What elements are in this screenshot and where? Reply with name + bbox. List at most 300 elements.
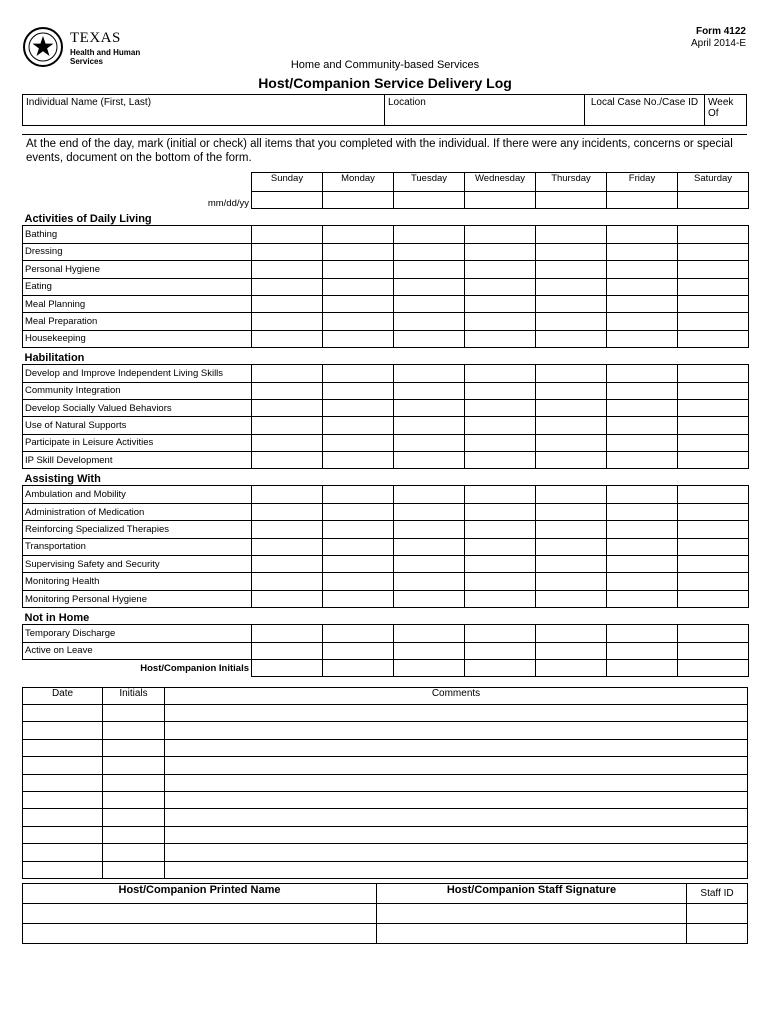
- activity-check-cell[interactable]: [465, 556, 536, 573]
- week-of-label: Week Of: [708, 97, 734, 119]
- initials-cell[interactable]: [323, 659, 394, 676]
- activity-check-cell[interactable]: [607, 625, 678, 642]
- comment-initials-cell[interactable]: [103, 861, 165, 878]
- activity-row: [23, 538, 749, 555]
- activity-row: [23, 590, 749, 607]
- printed-name-cell[interactable]: [23, 924, 377, 944]
- activity-check-cell[interactable]: [252, 382, 323, 399]
- activity-check-cell[interactable]: [394, 556, 465, 573]
- comment-date-cell[interactable]: [23, 705, 103, 722]
- date-cell[interactable]: [678, 192, 749, 209]
- activity-check-cell[interactable]: [536, 365, 607, 382]
- activity-check-cell[interactable]: [394, 330, 465, 347]
- date-cell[interactable]: [252, 192, 323, 209]
- activity-check-cell[interactable]: [678, 261, 749, 278]
- activity-check-cell[interactable]: [252, 625, 323, 642]
- activity-check-cell[interactable]: [323, 521, 394, 538]
- activity-check-cell[interactable]: [323, 399, 394, 416]
- section-title: Habilitation: [24, 352, 85, 365]
- activity-label: Participate in Leisure Activities: [23, 434, 252, 451]
- activity-check-cell[interactable]: [536, 538, 607, 555]
- activity-check-cell[interactable]: [678, 226, 749, 243]
- activity-check-cell[interactable]: [394, 382, 465, 399]
- day-header-saturday: Saturday: [678, 173, 749, 192]
- activity-row: [23, 295, 749, 312]
- comments-date-header: Date: [23, 688, 103, 705]
- individual-name-label: Individual Name (First, Last): [26, 97, 152, 108]
- activity-check-cell[interactable]: [252, 556, 323, 573]
- date-cell[interactable]: [323, 192, 394, 209]
- initials-cell[interactable]: [252, 659, 323, 676]
- activity-label: Supervising Safety and Security: [23, 556, 252, 573]
- comment-text-cell[interactable]: [165, 739, 748, 756]
- activity-label: Transportation: [23, 538, 252, 555]
- week-of-field[interactable]: [705, 95, 746, 125]
- activity-check-cell[interactable]: [394, 486, 465, 503]
- initials-cell[interactable]: [465, 659, 536, 676]
- date-cell[interactable]: [465, 192, 536, 209]
- activity-check-cell[interactable]: [323, 278, 394, 295]
- activity-check-cell[interactable]: [536, 434, 607, 451]
- comment-date-cell[interactable]: [23, 774, 103, 791]
- activity-check-cell[interactable]: [252, 452, 323, 469]
- activity-check-cell[interactable]: [607, 538, 678, 555]
- activity-check-cell[interactable]: [678, 399, 749, 416]
- activity-check-cell[interactable]: [394, 295, 465, 312]
- comment-date-cell[interactable]: [23, 826, 103, 843]
- activity-check-cell[interactable]: [323, 452, 394, 469]
- signature-row: [23, 924, 748, 944]
- activity-check-cell[interactable]: [252, 261, 323, 278]
- activity-check-cell[interactable]: [536, 243, 607, 260]
- activity-check-cell[interactable]: [323, 365, 394, 382]
- activity-check-cell[interactable]: [607, 503, 678, 520]
- activity-row: [23, 521, 749, 538]
- activity-check-cell[interactable]: [394, 365, 465, 382]
- activity-check-cell[interactable]: [394, 573, 465, 590]
- activity-check-cell[interactable]: [536, 642, 607, 659]
- comment-text-cell[interactable]: [165, 757, 748, 774]
- comment-text-cell[interactable]: [165, 809, 748, 826]
- activity-label: Personal Hygiene: [23, 261, 252, 278]
- activity-check-cell[interactable]: [678, 642, 749, 659]
- activity-check-cell[interactable]: [323, 573, 394, 590]
- activity-check-cell[interactable]: [536, 452, 607, 469]
- activity-check-cell[interactable]: [252, 434, 323, 451]
- activity-row: [23, 452, 749, 469]
- activity-check-cell[interactable]: [536, 625, 607, 642]
- form-date: April 2014-E: [690, 38, 746, 49]
- individual-name-field[interactable]: [23, 95, 385, 125]
- activity-check-cell[interactable]: [252, 486, 323, 503]
- day-header-tuesday: Tuesday: [394, 173, 465, 192]
- activity-check-cell[interactable]: [394, 399, 465, 416]
- date-format-label: mm/dd/yy: [23, 192, 252, 209]
- activity-check-cell[interactable]: [678, 434, 749, 451]
- comments-table: [22, 687, 748, 879]
- activity-check-cell[interactable]: [678, 625, 749, 642]
- activity-check-cell[interactable]: [323, 503, 394, 520]
- activity-check-cell[interactable]: [607, 295, 678, 312]
- section-row: [23, 469, 749, 486]
- activity-check-cell[interactable]: [536, 278, 607, 295]
- activity-row: [23, 226, 749, 243]
- activity-check-cell[interactable]: [465, 538, 536, 555]
- comment-row: [23, 739, 748, 756]
- activity-check-cell[interactable]: [678, 278, 749, 295]
- day-header-thursday: Thursday: [536, 173, 607, 192]
- case-id-label: Local Case No./Case ID: [590, 97, 699, 108]
- comments-header-row: [23, 688, 748, 705]
- comment-initials-cell[interactable]: [103, 757, 165, 774]
- activity-check-cell[interactable]: [394, 434, 465, 451]
- comment-date-cell[interactable]: [23, 844, 103, 861]
- activity-check-cell[interactable]: [465, 573, 536, 590]
- activity-check-cell[interactable]: [394, 625, 465, 642]
- activity-check-cell[interactable]: [394, 243, 465, 260]
- activity-check-cell[interactable]: [394, 417, 465, 434]
- activity-check-cell[interactable]: [465, 226, 536, 243]
- activity-check-cell[interactable]: [607, 382, 678, 399]
- activity-check-cell[interactable]: [465, 261, 536, 278]
- section-title: Activities of Daily Living: [24, 213, 152, 226]
- logo-agency-text: Health and Human Services: [70, 48, 141, 66]
- activity-check-cell[interactable]: [607, 434, 678, 451]
- section-row: [23, 608, 749, 625]
- activity-check-cell[interactable]: [678, 382, 749, 399]
- initials-cell[interactable]: [536, 659, 607, 676]
- activity-check-cell[interactable]: [465, 330, 536, 347]
- activity-check-cell[interactable]: [536, 295, 607, 312]
- activity-check-cell[interactable]: [323, 417, 394, 434]
- activity-check-cell[interactable]: [394, 261, 465, 278]
- activity-check-cell[interactable]: [536, 399, 607, 416]
- activity-check-cell[interactable]: [323, 313, 394, 330]
- staff-id-cell[interactable]: [687, 924, 748, 944]
- comment-initials-cell[interactable]: [103, 809, 165, 826]
- activity-label: Eating: [23, 278, 252, 295]
- activity-row: [23, 486, 749, 503]
- activity-check-cell[interactable]: [323, 625, 394, 642]
- activity-check-cell[interactable]: [607, 399, 678, 416]
- activity-row: [23, 382, 749, 399]
- printed-name-header: Host/Companion Printed Name: [23, 884, 377, 904]
- activity-row: [23, 399, 749, 416]
- activity-check-cell[interactable]: [465, 590, 536, 607]
- comment-initials-cell[interactable]: [103, 791, 165, 808]
- signature-cell[interactable]: [377, 924, 687, 944]
- activity-check-cell[interactable]: [465, 642, 536, 659]
- activity-label: Housekeeping: [23, 330, 252, 347]
- activity-check-cell[interactable]: [678, 538, 749, 555]
- comment-date-cell[interactable]: [23, 861, 103, 878]
- activity-check-cell[interactable]: [536, 382, 607, 399]
- section-title: Not in Home: [24, 612, 90, 625]
- activity-check-cell[interactable]: [607, 313, 678, 330]
- activity-check-cell[interactable]: [536, 486, 607, 503]
- initials-row: [23, 659, 749, 676]
- date-cell[interactable]: [394, 192, 465, 209]
- activity-check-cell[interactable]: [394, 226, 465, 243]
- activity-row: [23, 625, 749, 642]
- activity-check-cell[interactable]: [394, 313, 465, 330]
- activity-check-cell[interactable]: [607, 243, 678, 260]
- signature-header-row: [23, 884, 748, 904]
- activity-check-cell[interactable]: [465, 295, 536, 312]
- activity-check-cell[interactable]: [465, 382, 536, 399]
- activity-check-cell[interactable]: [252, 590, 323, 607]
- activity-check-cell[interactable]: [323, 226, 394, 243]
- comment-initials-cell[interactable]: [103, 722, 165, 739]
- section-row: [23, 209, 749, 226]
- activity-check-cell[interactable]: [607, 417, 678, 434]
- activity-check-cell[interactable]: [678, 556, 749, 573]
- activity-check-cell[interactable]: [323, 434, 394, 451]
- activity-row: [23, 243, 749, 260]
- activity-check-cell[interactable]: [607, 452, 678, 469]
- activity-check-cell[interactable]: [607, 642, 678, 659]
- initials-cell[interactable]: [678, 659, 749, 676]
- comment-date-cell[interactable]: [23, 739, 103, 756]
- activity-check-cell[interactable]: [607, 278, 678, 295]
- activity-label: Reinforcing Specialized Therapies: [23, 521, 252, 538]
- signature-cell[interactable]: [377, 904, 687, 924]
- activity-check-cell[interactable]: [323, 382, 394, 399]
- comment-row: [23, 791, 748, 808]
- comment-row: [23, 826, 748, 843]
- comment-text-cell[interactable]: [165, 774, 748, 791]
- activity-check-cell[interactable]: [323, 330, 394, 347]
- activity-check-cell[interactable]: [678, 573, 749, 590]
- activity-check-cell[interactable]: [678, 365, 749, 382]
- activity-check-cell[interactable]: [394, 521, 465, 538]
- comment-initials-cell[interactable]: [103, 739, 165, 756]
- location-label: Location: [388, 97, 426, 108]
- activity-check-cell[interactable]: [607, 261, 678, 278]
- comment-date-cell[interactable]: [23, 809, 103, 826]
- comment-row: [23, 705, 748, 722]
- date-cell[interactable]: [536, 192, 607, 209]
- activity-check-cell[interactable]: [323, 642, 394, 659]
- activity-check-cell[interactable]: [607, 365, 678, 382]
- activity-check-cell[interactable]: [607, 226, 678, 243]
- date-row: [23, 192, 749, 209]
- info-fields-box: [22, 94, 747, 126]
- activity-row: [23, 573, 749, 590]
- activity-check-cell[interactable]: [252, 365, 323, 382]
- activity-check-cell[interactable]: [252, 243, 323, 260]
- day-header-sunday: Sunday: [252, 173, 323, 192]
- logo-texas-text: TEXAS: [70, 30, 121, 46]
- initials-cell[interactable]: [394, 659, 465, 676]
- activity-check-cell[interactable]: [607, 486, 678, 503]
- activity-check-cell[interactable]: [536, 556, 607, 573]
- case-id-field[interactable]: [585, 95, 705, 125]
- activity-check-cell[interactable]: [252, 278, 323, 295]
- activity-check-cell[interactable]: [323, 243, 394, 260]
- activity-check-cell[interactable]: [394, 278, 465, 295]
- activity-check-cell[interactable]: [678, 452, 749, 469]
- activity-check-cell[interactable]: [678, 417, 749, 434]
- activity-check-cell[interactable]: [394, 538, 465, 555]
- activity-check-cell[interactable]: [323, 590, 394, 607]
- activity-check-cell[interactable]: [678, 590, 749, 607]
- activity-check-cell[interactable]: [465, 313, 536, 330]
- activity-label: Active on Leave: [23, 642, 252, 659]
- activity-check-cell[interactable]: [252, 521, 323, 538]
- activity-check-cell[interactable]: [536, 503, 607, 520]
- activity-check-cell[interactable]: [536, 261, 607, 278]
- comments-text-header: Comments: [165, 688, 748, 705]
- activity-check-cell[interactable]: [536, 313, 607, 330]
- printed-name-cell[interactable]: [23, 904, 377, 924]
- comment-row: [23, 844, 748, 861]
- activity-row: [23, 503, 749, 520]
- activity-check-cell[interactable]: [536, 330, 607, 347]
- activity-label: Monitoring Health: [23, 573, 252, 590]
- instructions: At the end of the day, mark (initial or check) all items that you completed with the individual. If there were any incidents, concerns or special events, document on the bottom of the form.: [22, 134, 747, 170]
- activity-check-cell[interactable]: [323, 486, 394, 503]
- initials-label: Host/Companion Initials: [23, 659, 252, 676]
- activity-label: Dressing: [23, 243, 252, 260]
- activity-check-cell[interactable]: [394, 452, 465, 469]
- activity-check-cell[interactable]: [394, 642, 465, 659]
- activity-label: Bathing: [23, 226, 252, 243]
- activity-row: [23, 313, 749, 330]
- comment-date-cell[interactable]: [23, 757, 103, 774]
- activity-check-cell[interactable]: [678, 313, 749, 330]
- activity-row: [23, 365, 749, 382]
- initials-cell[interactable]: [607, 659, 678, 676]
- activity-label: Meal Planning: [23, 295, 252, 312]
- activity-check-cell[interactable]: [465, 278, 536, 295]
- activity-check-cell[interactable]: [536, 417, 607, 434]
- activity-check-cell[interactable]: [465, 417, 536, 434]
- activity-label: IP Skill Development: [23, 452, 252, 469]
- comments-initials-header: Initials: [103, 688, 165, 705]
- activity-check-cell[interactable]: [465, 625, 536, 642]
- activity-check-cell[interactable]: [607, 556, 678, 573]
- activity-check-cell[interactable]: [536, 226, 607, 243]
- staff-id-cell[interactable]: [687, 904, 748, 924]
- staff-signature-header: Host/Companion Staff Signature: [377, 884, 687, 904]
- activity-check-cell[interactable]: [252, 313, 323, 330]
- form-subtitle: Home and Community-based Services: [290, 59, 480, 71]
- activity-check-cell[interactable]: [252, 538, 323, 555]
- activity-check-cell[interactable]: [607, 521, 678, 538]
- activity-check-cell[interactable]: [678, 295, 749, 312]
- comment-text-cell[interactable]: [165, 705, 748, 722]
- activity-check-cell[interactable]: [607, 330, 678, 347]
- comment-initials-cell[interactable]: [103, 826, 165, 843]
- activity-check-cell[interactable]: [252, 573, 323, 590]
- activity-check-cell[interactable]: [465, 486, 536, 503]
- activity-check-cell[interactable]: [252, 417, 323, 434]
- activity-check-cell[interactable]: [465, 365, 536, 382]
- section-row: [23, 348, 749, 365]
- comment-text-cell[interactable]: [165, 844, 748, 861]
- comment-text-cell[interactable]: [165, 791, 748, 808]
- location-field[interactable]: [385, 95, 585, 125]
- activity-check-cell[interactable]: [536, 590, 607, 607]
- activity-check-cell[interactable]: [252, 330, 323, 347]
- comment-row: [23, 861, 748, 878]
- activity-label: Monitoring Personal Hygiene: [23, 590, 252, 607]
- date-cell[interactable]: [607, 192, 678, 209]
- activity-check-cell[interactable]: [465, 452, 536, 469]
- activity-check-cell[interactable]: [252, 399, 323, 416]
- activity-check-cell[interactable]: [678, 521, 749, 538]
- activity-check-cell[interactable]: [323, 538, 394, 555]
- comment-initials-cell[interactable]: [103, 844, 165, 861]
- activity-check-cell[interactable]: [678, 503, 749, 520]
- comment-text-cell[interactable]: [165, 722, 748, 739]
- activity-label: Meal Preparation: [23, 313, 252, 330]
- activity-label: Use of Natural Supports: [23, 417, 252, 434]
- activity-label: Temporary Discharge: [23, 625, 252, 642]
- comment-text-cell[interactable]: [165, 861, 748, 878]
- activity-check-cell[interactable]: [465, 434, 536, 451]
- activity-check-cell[interactable]: [678, 330, 749, 347]
- activity-row: [23, 642, 749, 659]
- activity-check-cell[interactable]: [465, 521, 536, 538]
- activity-check-cell[interactable]: [607, 573, 678, 590]
- form-title: Host/Companion Service Delivery Log: [258, 75, 512, 91]
- activity-check-cell[interactable]: [465, 243, 536, 260]
- activity-grid: [22, 172, 749, 677]
- comment-text-cell[interactable]: [165, 826, 748, 843]
- comment-initials-cell[interactable]: [103, 705, 165, 722]
- signature-table: [22, 883, 748, 944]
- activity-check-cell[interactable]: [536, 521, 607, 538]
- activity-label: Develop Socially Valued Behaviors: [23, 399, 252, 416]
- activity-check-cell[interactable]: [394, 503, 465, 520]
- comment-initials-cell[interactable]: [103, 774, 165, 791]
- activity-check-cell[interactable]: [252, 503, 323, 520]
- activity-check-cell[interactable]: [678, 486, 749, 503]
- activity-check-cell[interactable]: [252, 642, 323, 659]
- form-number-block: [691, 26, 746, 50]
- activity-check-cell[interactable]: [252, 226, 323, 243]
- comment-row: [23, 774, 748, 791]
- day-header-monday: Monday: [323, 173, 394, 192]
- activity-row: [23, 556, 749, 573]
- comment-row: [23, 722, 748, 739]
- comment-date-cell[interactable]: [23, 722, 103, 739]
- activity-row: [23, 434, 749, 451]
- activity-row: [23, 417, 749, 434]
- comment-date-cell[interactable]: [23, 791, 103, 808]
- activity-check-cell[interactable]: [394, 590, 465, 607]
- activity-check-cell[interactable]: [465, 399, 536, 416]
- comment-row: [23, 809, 748, 826]
- staff-id-header: Staff ID: [687, 884, 748, 904]
- activity-check-cell[interactable]: [678, 243, 749, 260]
- activity-label: Community Integration: [23, 382, 252, 399]
- day-header-friday: Friday: [607, 173, 678, 192]
- activity-check-cell[interactable]: [607, 590, 678, 607]
- activity-check-cell[interactable]: [536, 573, 607, 590]
- comment-row: [23, 757, 748, 774]
- activity-check-cell[interactable]: [323, 556, 394, 573]
- activity-check-cell[interactable]: [323, 261, 394, 278]
- activity-check-cell[interactable]: [465, 503, 536, 520]
- activity-check-cell[interactable]: [323, 295, 394, 312]
- activity-check-cell[interactable]: [252, 295, 323, 312]
- activity-label: Develop and Improve Independent Living Skills: [23, 365, 252, 382]
- day-header-row: [23, 173, 749, 192]
- grid-corner: [23, 173, 252, 192]
